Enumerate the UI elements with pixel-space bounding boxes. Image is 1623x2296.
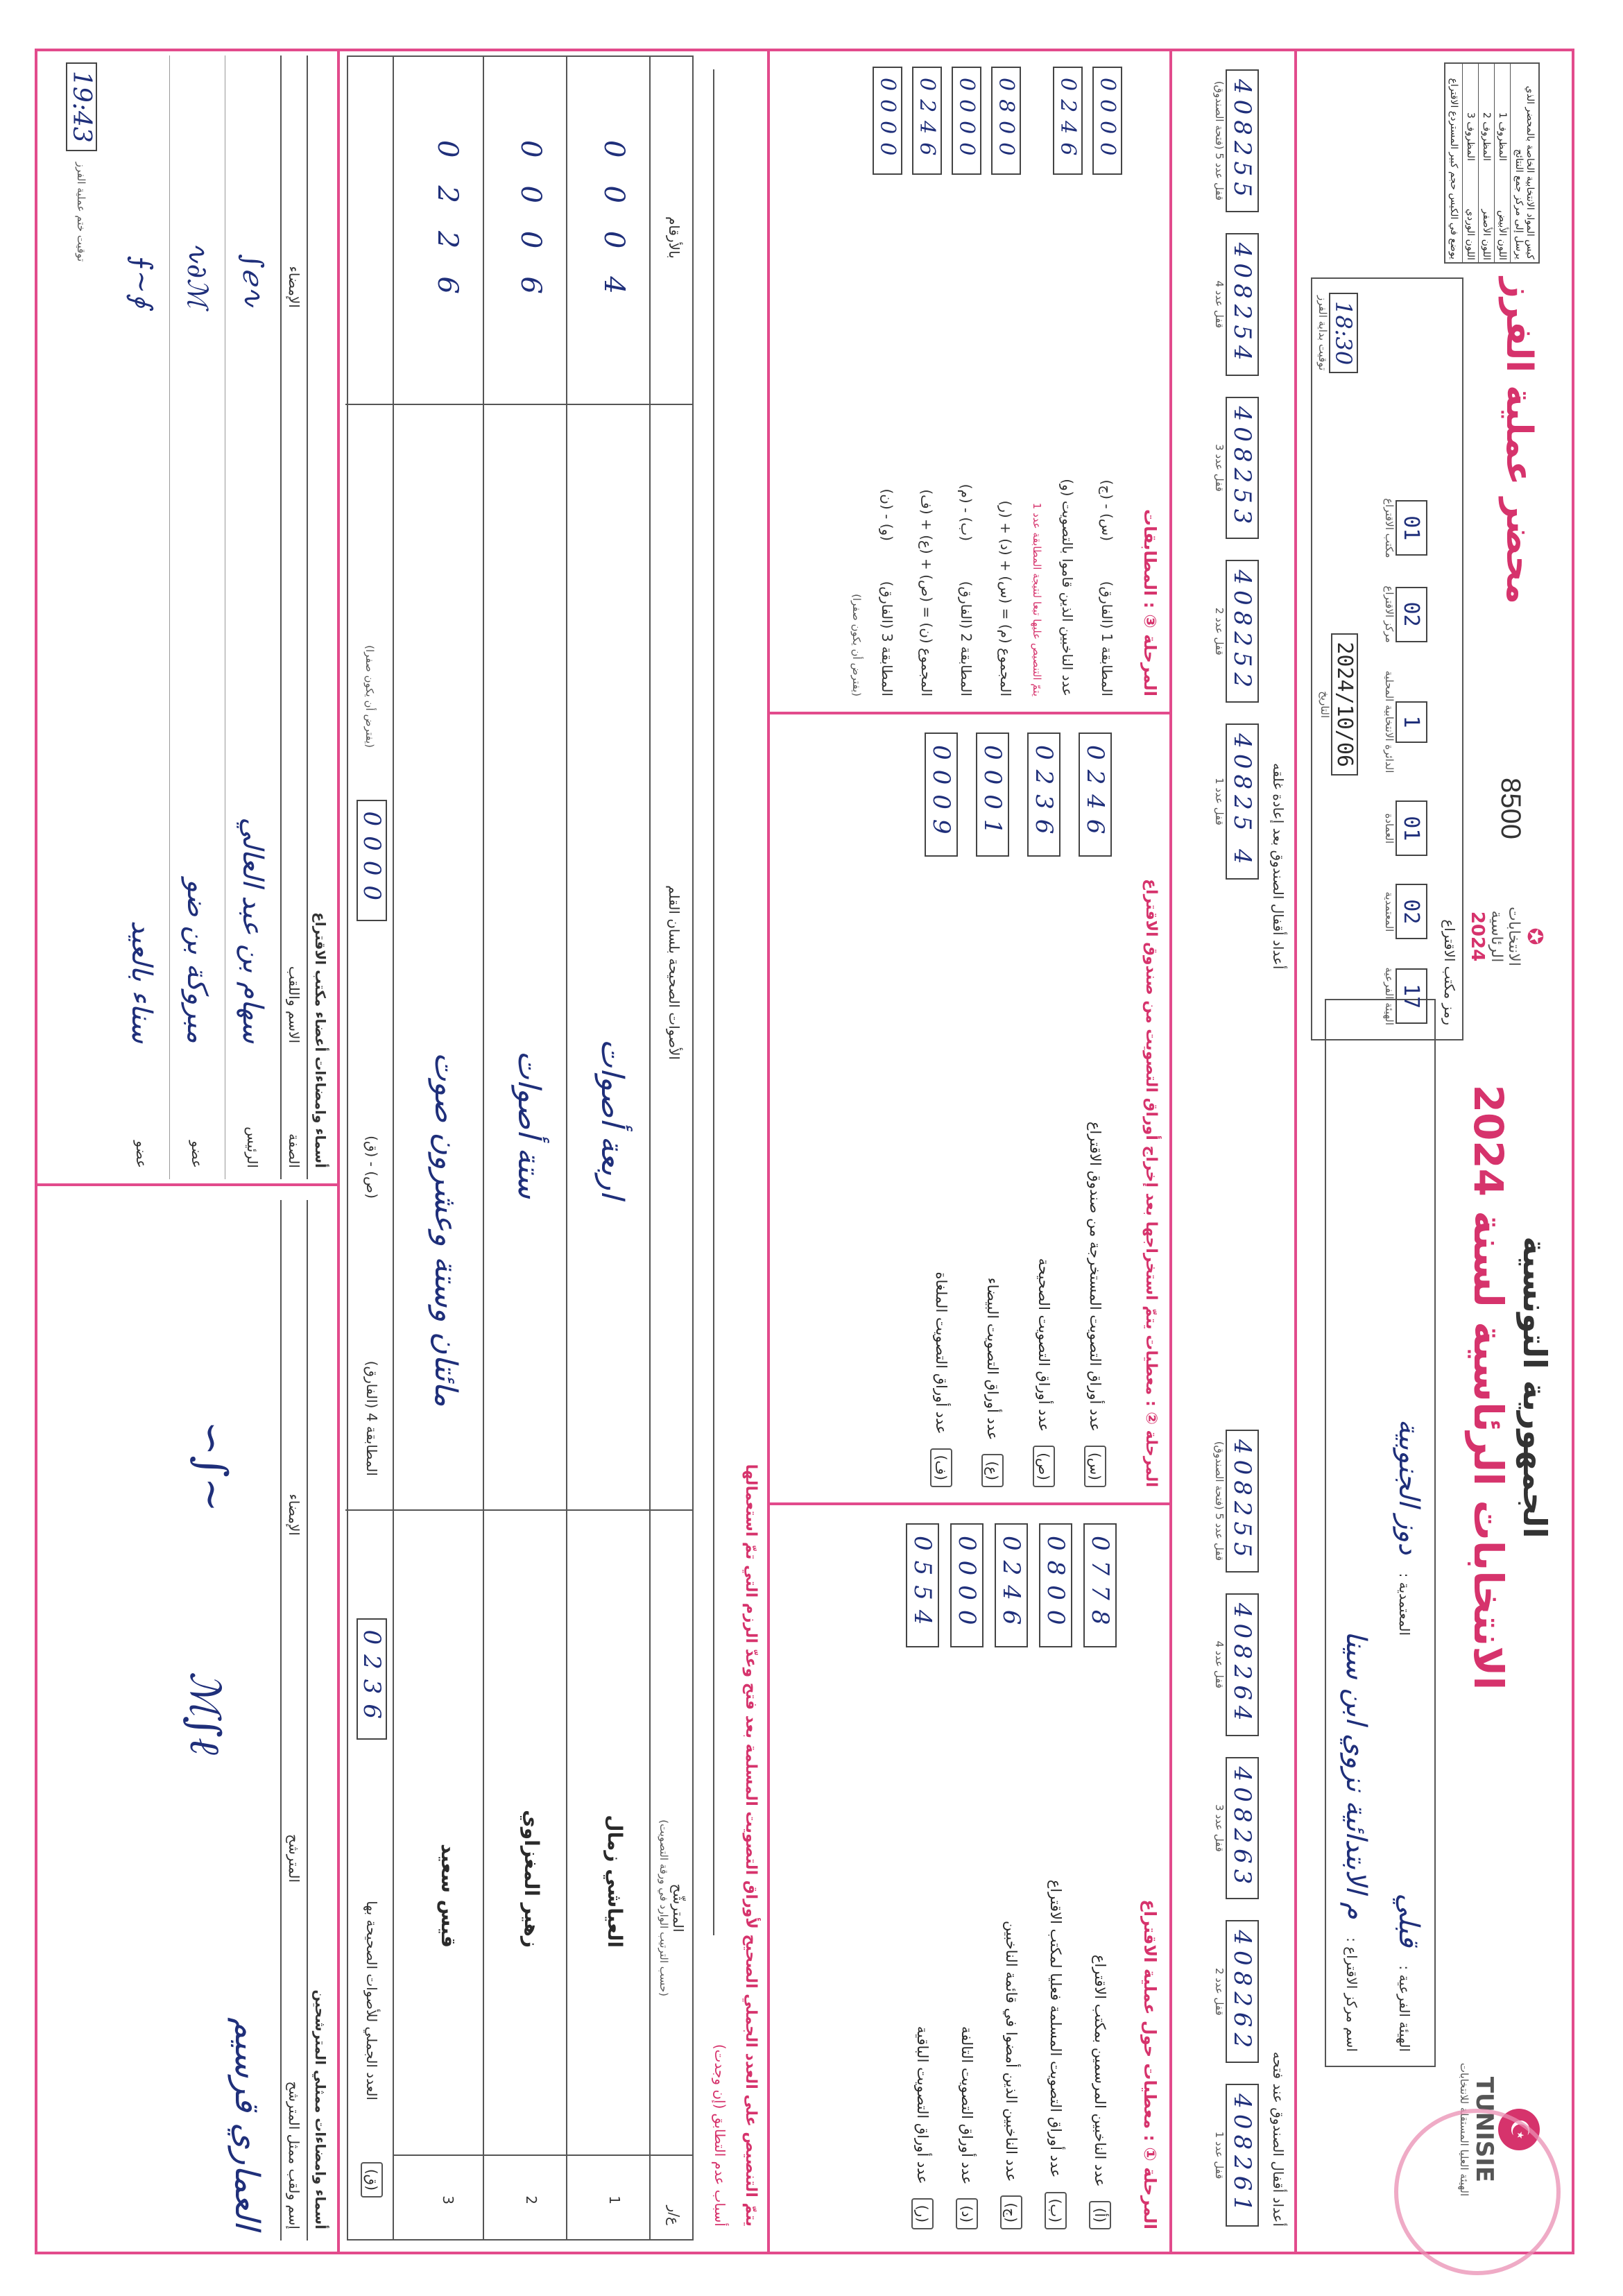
members-col-role: الصفة (286, 1133, 302, 1168)
lock-open-3: 408263 (1226, 1757, 1259, 1900)
phase3-name-6: المطابقة 3 (الفارق) (879, 581, 896, 696)
rep-name-1: العماري قرسيم (227, 2017, 266, 2229)
members-col-sig: الإمضاء (286, 266, 302, 308)
end-time-label: توقيت ختم عملية الفرز (75, 162, 88, 262)
candidate-name-2: زهير المغزاوي (520, 1810, 543, 1948)
regional-body-label: الهيئة الفرعية : (1396, 1965, 1413, 2052)
locks-open-row (1213, 1430, 1259, 2227)
phase1-value-a: 0778 (1083, 1523, 1117, 1647)
locks-close-row (1213, 69, 1259, 880)
phase-divider-2 (770, 712, 1172, 714)
candidate-row-2 (484, 57, 567, 2239)
results-band-top (767, 49, 770, 2254)
member-signature-1: ∿ℯ∫ (237, 253, 269, 308)
reasons-label: أسباب عدم التطابق (إن وجدت) (712, 2044, 728, 2227)
delegation-label: المعتمدية : (1396, 1573, 1413, 1636)
phase2-letter-ain: (ع) (981, 1454, 1004, 1487)
phase3-formula-5: المجموع (ن) = (ص) + (ع) + (ف) (918, 489, 936, 696)
phase3-value-4: 0000 (952, 67, 981, 175)
office-code-fields (1383, 498, 1427, 1025)
match4-value: 0000 (357, 800, 387, 921)
lock-close-2: 408252 (1226, 560, 1259, 703)
phase1-label-b: عدد أوراق التصويت المسلمة فعليا لمكتب الاقتراع (1047, 1879, 1064, 2178)
match4-label: المطابقة 4 (الفارق) (363, 1360, 380, 1476)
col-digits-header: بالأرقام (666, 216, 682, 259)
phase1-value-c: 0246 (995, 1523, 1028, 1647)
lock-close-3-label: قفل عدد 3 (1213, 444, 1226, 492)
regional-body-value: قبلي (1393, 1893, 1425, 1948)
lock-close-3: 408253 (1226, 397, 1259, 540)
lock-open-3-label: قفل عدد 3 (1213, 1804, 1226, 1852)
legend-item-3: اللون الوردي (1465, 208, 1476, 260)
locks-band-top (1294, 49, 1297, 2254)
reps-title: أسماء وامضاءات ممثلي المترشحين (312, 1989, 329, 2229)
phase3-name-2: عدد الناخبين الذين قاموا بالتصويت (و) (1059, 479, 1076, 696)
total-letter: (ق) (361, 2162, 383, 2198)
code-center: 02 (1396, 587, 1427, 642)
phase1-letter-r: (ر) (911, 2198, 934, 2229)
candidate-num-3: 3 (440, 2195, 456, 2204)
identity-box (1325, 999, 1436, 2067)
phase3-title: المرحلة ③ : المطابقات (1140, 508, 1160, 696)
rep-signature-1: ∽∫∼ (187, 1421, 236, 1512)
members-title: أسماء وامضاءات أعضاء مكتب الاقتراع (312, 912, 329, 1168)
candidate-name-1: العياشي زمال (603, 1815, 626, 1948)
phase2-value-sad: 0236 (1027, 733, 1060, 857)
logo-year: 2024 (1467, 911, 1488, 962)
code-imada-label: العمادة (1383, 813, 1396, 844)
phase1-value-d: 0000 (950, 1523, 984, 1647)
header-titles (1465, 1006, 1554, 1769)
candidate-row-1 (567, 57, 651, 2239)
lock-close-2-label: قفل عدد 2 (1213, 607, 1226, 656)
code-district: 1 (1396, 701, 1427, 743)
lock-open-1: 408261 (1226, 2084, 1259, 2227)
code-district-label: الدائرة الانتخابية المحلية (1383, 670, 1396, 773)
phase2-label-sad: عدد أوراق التصويت الصحيحة (1036, 1258, 1052, 1432)
lock-close-1: 40825 4 (1226, 723, 1259, 880)
phase3-formula-1: (س) - (ج) (1099, 479, 1116, 541)
phase3-formula-6: (و) - (ن) (879, 488, 896, 541)
phase1-label-r: عدد أوراق التصويت الباقية (914, 2025, 931, 2184)
phase2-value-s: 0246 (1079, 733, 1112, 857)
phase3-box (777, 55, 1165, 708)
phase3-value-3: 0800 (991, 67, 1021, 175)
lock-close-4-label: قفل عدد 4 (1213, 280, 1226, 329)
total-value: 0236 (357, 1618, 387, 1740)
legend-env-3: المظروف 3 (1465, 112, 1476, 161)
phase2-value-fa: 0009 (925, 733, 958, 857)
phase3-note-zero: (يفترض أن يكون صفرا) (850, 594, 863, 696)
legend-note: يوضع في الكيس حجم كبير المستردع الاقتراع (1448, 78, 1459, 259)
results-table (347, 55, 694, 2241)
total-label: العدد الجملي للأصوات الصحيحة بها (363, 1901, 380, 2100)
signatures-band-top (337, 49, 340, 2254)
member-name-1: سهام بن عبد العالي (237, 817, 269, 1043)
isie-name: TUNISIE (1470, 2076, 1498, 2183)
candidate-name-3: قيس سعيد (437, 1843, 460, 1948)
phase3-value-5: 0246 (912, 67, 942, 175)
phase2-label-ain: عدد أوراق التصويت البيضاء (984, 1277, 1001, 1441)
phase3-name-4: المطابقة 2 (الفارق) (958, 581, 975, 696)
lock-close-5-label: قفل عدد 5 (فتحة الصندوق) (1213, 80, 1226, 201)
lock-close-1-label: قفل عدد 1 (1213, 778, 1226, 825)
code-office: 01 (1396, 500, 1427, 556)
candidate-num-2: 2 (523, 2195, 540, 2204)
sig-divider (35, 1183, 340, 1186)
reps-box (104, 1200, 333, 2241)
lock-close-4: 408254 (1226, 233, 1259, 376)
phase1-label-c: عدد الناخبين الذين أمضوا في قائمة الناخبين (1003, 1921, 1020, 2182)
col-words-header: الأصوات الصحيحة بلسان القلم (666, 885, 682, 1060)
phase3-value-2: 0246 (1053, 67, 1083, 175)
phase1-letter-a: (أ) (1089, 2201, 1111, 2229)
legend-title: كيس المواد الانتخابية الخاصة بالمحضر الذي يرسل إلى مركز جمع النتائج (1510, 64, 1538, 262)
col-candidate-header (658, 1819, 687, 1996)
phase1-label-d: عدد أوراق التصويت التالفة (959, 2025, 975, 2185)
phase3-value-1: 0000 (1092, 67, 1122, 175)
member-signature-3: ∮∽⨍ (126, 255, 157, 308)
match4-formula: (ص) - (ق) (363, 1136, 380, 1199)
member-signature-2: ℳ∂∿ (181, 241, 214, 308)
legend-env-2: المظروف 2 (1481, 112, 1492, 161)
republic-title: الجمهورية التونسية (1516, 1236, 1554, 1539)
candidate-words-2: ستة أصوات (511, 1050, 547, 1199)
code-regional-label: الهيئة الفرعية (1383, 967, 1396, 1025)
col-num-header: ع/ر (666, 2205, 682, 2225)
logo-text: الانتخابات الرئاسية (1488, 907, 1522, 966)
lock-open-5-label: قفل عدد 5 (فتحة الصندوق) (1213, 1441, 1226, 1561)
lock-close-5: 408255 (1226, 69, 1259, 212)
phase1-label-a: عدد الناخبين المرسمين بمكتب الاقتراع (1092, 1954, 1108, 2187)
candidate-digits-1: 0004 (598, 140, 630, 322)
code-delegation: 02 (1396, 884, 1427, 939)
lock-open-5: 408255 (1226, 1430, 1259, 1573)
legend-env-1: المظروف 1 (1497, 112, 1508, 161)
reps-col-rep: إسم ولقب ممثل المترشح (286, 2081, 302, 2229)
phase4-note: يتمّ التنصيص على العدد الجملي الصحيح لأوراق التصويت المسلمة بعد فتح وعدّ الرزم التي تمّ استعمالها (742, 1464, 759, 2227)
phase2-letter-sad: (ص) (1033, 1446, 1055, 1487)
code-center-label: مركز الاقتراع (1383, 585, 1396, 643)
member-name-2: مبروكة بن ضو (181, 878, 214, 1043)
member-role-2: عضو (189, 1140, 206, 1168)
phase1-value-r: 0554 (906, 1523, 939, 1647)
office-code-box (1311, 277, 1463, 1040)
phase2-value-ain: 0001 (976, 733, 1009, 857)
phase1-title: المرحلة ① : معطيات حول عملية الاقتراع (1140, 1899, 1160, 2229)
locks-open-title: أعداد أقفال الصندوق عند فتحه (1270, 2051, 1287, 2227)
reps-col-sig: الإمضاء (286, 1493, 302, 1536)
phase3-formula-4: (ب) - (م) (958, 483, 975, 541)
candidate-words-3: مائتان وستة وعشرون صوت (428, 1052, 463, 1407)
locks-close-title: أعداد أقفال الصندوق بعد إعادة غلقه (1270, 763, 1287, 970)
col-candidate-sub: (حسب الترتيب الوارد في ورقة التصويت) (658, 1819, 670, 1996)
phase3-formula-3: المجموع (م) = (س) + (د) + (ر) (997, 500, 1015, 696)
member-role-3: عضو (133, 1140, 150, 1168)
document-title: محضر عملية الفرز (1498, 277, 1540, 604)
phase2-title: المرحلة ② : معطيات يتمّ استخراجها بعد إخراج أوراق التصويت من صندوق الاقتراع (1142, 879, 1160, 1487)
lock-open-1-label: قفل عدد 1 (1213, 2131, 1226, 2179)
code-office-label: مكتب الاقتراع (1383, 498, 1396, 558)
phase3-value-6: 0000 (873, 67, 902, 175)
phase1-rows (888, 1512, 1135, 2241)
total-row (347, 57, 393, 2239)
candidate-num-1: 1 (606, 2195, 623, 2204)
member-role-1: الرئيس (244, 1126, 261, 1168)
code-regional: 17 (1396, 968, 1427, 1024)
code-imada: 01 (1396, 800, 1427, 856)
reps-col-candidate: المترشح (286, 1834, 302, 1883)
candidate-digits-2: 0006 (515, 140, 547, 322)
color-legend (1444, 62, 1540, 264)
member-name-3: سناء بالعيد (126, 920, 157, 1043)
isie-emblem-icon: ☪ (1498, 2109, 1540, 2150)
phase3-note-match: يتمّ التنصيص عليها تبعا لنتيجة المطابقة عدد 1 (1031, 502, 1043, 696)
isie-sub: الهيئة العليا المستقلة للانتخابات (1458, 2062, 1470, 2197)
end-time-value: 19:43 (66, 62, 97, 151)
election-title: الانتخابات الرئاسية لسنة 2024 (1465, 1084, 1512, 1690)
col-candidate-title: المترشّح (670, 1883, 687, 1933)
legend-item-2: اللون الأصفر (1481, 209, 1492, 260)
phase2-box (777, 721, 1165, 1498)
phase1-value-b: 0800 (1039, 1523, 1072, 1647)
election-logo (1467, 881, 1547, 992)
phase1-letter-d: (د) (956, 2198, 978, 2229)
stamp-seal (1394, 2109, 1561, 2275)
phases-band-top (1169, 49, 1172, 2254)
start-time-label: توقيت بداية الفرز (1316, 295, 1329, 371)
end-time-block (66, 62, 97, 262)
date-label: التاريخ (1319, 691, 1331, 719)
phase1-box (777, 1512, 1165, 2241)
flag-icon: ✪ (1522, 927, 1547, 945)
office-code-title: رمز مكتب الاقتراع (1441, 919, 1458, 1025)
code-delegation-label: المعتمدية (1383, 891, 1396, 932)
lock-open-2-label: قفل عدد 2 (1213, 1967, 1226, 2016)
phase3-name-1: المطابقة 1 (الفارق) (1099, 581, 1116, 696)
lock-open-4-label: قفل عدد 4 (1213, 1640, 1226, 1689)
start-time: 18:30 (1329, 293, 1358, 373)
lock-open-2: 408262 (1226, 1920, 1259, 2063)
date-value: 2024/10/06 (1331, 633, 1358, 776)
phase1-letter-b: (ب) (1045, 2192, 1067, 2229)
reasons-line (713, 69, 714, 1935)
candidate-words-1: اربعة أصوات (594, 1038, 630, 1199)
form-code: 8500 (1495, 778, 1526, 839)
candidate-digits-3: 0226 (431, 140, 463, 322)
delegation-value: دوز الجنوبية (1393, 1419, 1425, 1555)
center-value: م الابتدائية نزوي ابن سينا (1340, 1630, 1372, 1919)
center-label: اسم مركز الاقتراع : (1343, 1937, 1360, 2052)
phase2-label-s: عدد أوراق التصويت المستخرجة من صندوق الاقتراع (1087, 1121, 1104, 1432)
rep-signature-2: ℳ∫ℓ (180, 1671, 229, 1755)
phase-divider-1 (770, 1502, 1172, 1505)
lock-open-4: 408264 (1226, 1593, 1259, 1736)
phase1-letter-c: (ج) (1000, 2195, 1022, 2229)
phase2-label-fa: عدد أوراق التصويت الملغاة (933, 1271, 950, 1434)
phase2-letter-s: (س) (1084, 1446, 1106, 1487)
legend-item-1: اللون الأبيض (1497, 210, 1508, 260)
phase2-letter-fa: (ف) (930, 1448, 952, 1487)
members-col-name: الاسم واللقب (286, 966, 302, 1043)
candidate-row-3 (394, 57, 484, 2239)
match4-note: (يفترض أن يكون صفرا) (363, 645, 376, 748)
